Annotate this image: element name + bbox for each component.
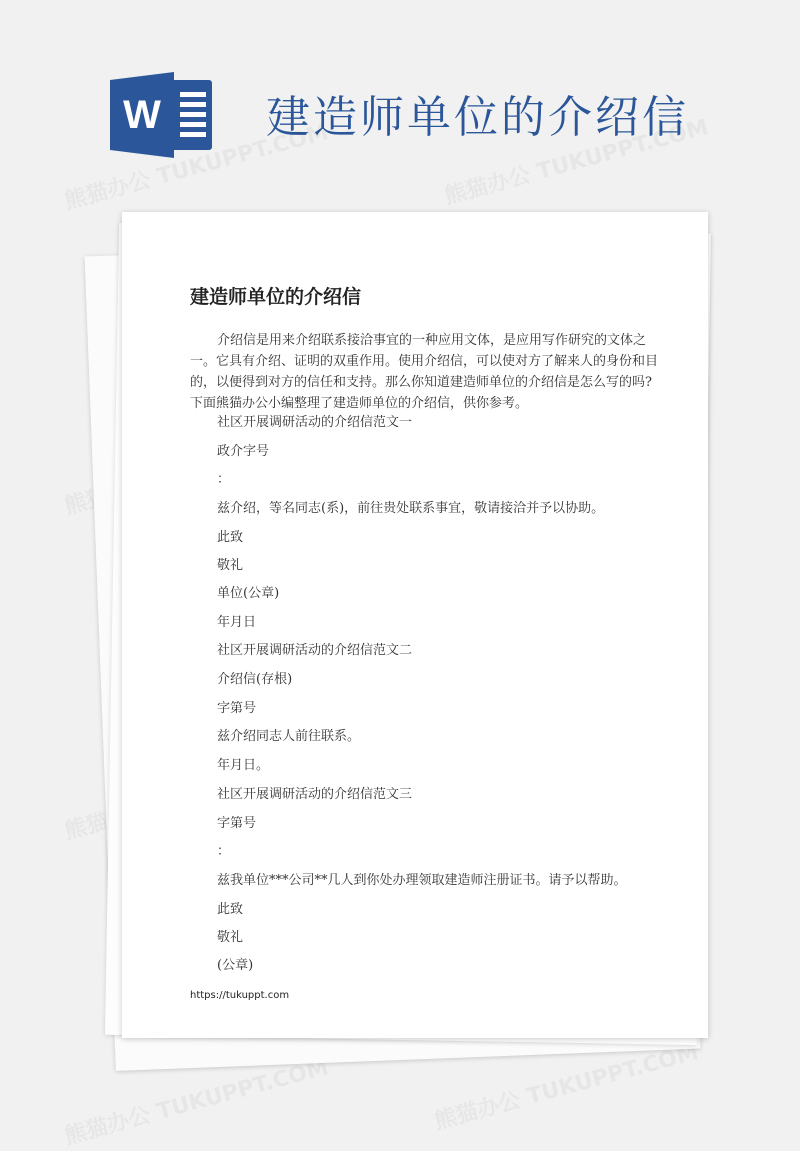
body-line: 字第号 — [217, 816, 257, 831]
body-line: 年月日 — [217, 615, 257, 630]
body-line: 社区开展调研活动的介绍信范文三 — [217, 787, 413, 802]
body-line: 单位(公章) — [217, 586, 280, 601]
body-line: 敬礼 — [217, 930, 244, 945]
banner-title: 建造师单位的介绍信 — [266, 92, 689, 143]
body-line: 介绍信(存根) — [217, 672, 293, 687]
body-line: 兹介绍同志人前往联系。 — [217, 729, 361, 744]
body-line: ： — [217, 472, 231, 487]
body-line: 年月日。 — [217, 758, 270, 773]
source-url: https://tukuppt.com — [190, 990, 290, 1001]
body-line: 敬礼 — [217, 558, 244, 573]
logo-letter: W — [123, 93, 161, 137]
body-line: 社区开展调研活动的介绍信范文一 — [217, 415, 413, 430]
intro-paragraph: 介绍信是用来介绍联系接洽事宜的一种应用文体，是应用写作研究的文体之一。它具有介绍、证明的双重作用。使用介绍信，可以使对方了解来人的身份和目的，以便得到对方的信任和支持。那么你知道建造师单位的介绍信是怎么写的吗?下面熊猫办公小编整理了建造师单位的介绍信，供你参考。 — [190, 333, 659, 411]
body-line: 社区开展调研活动的介绍信范文二 — [217, 643, 413, 658]
body-line: 兹我单位***公司**几人到你处办理领取建造师注册证书。请予以帮助。 — [217, 873, 627, 888]
document-heading: 建造师单位的介绍信 — [190, 286, 362, 308]
body-line: 此致 — [217, 902, 244, 917]
body-line: ： — [217, 844, 231, 859]
body-line: 此致 — [217, 530, 244, 545]
word-logo-icon — [110, 72, 214, 158]
body-line: 兹介绍，等名同志(系)，前往贵处联系事宜，敬请接洽并予以协助。 — [217, 501, 605, 516]
body-line: (公章) — [217, 958, 254, 973]
document-page — [122, 212, 708, 1038]
body-line: 政介字号 — [217, 444, 270, 459]
body-line: 字第号 — [217, 701, 257, 716]
